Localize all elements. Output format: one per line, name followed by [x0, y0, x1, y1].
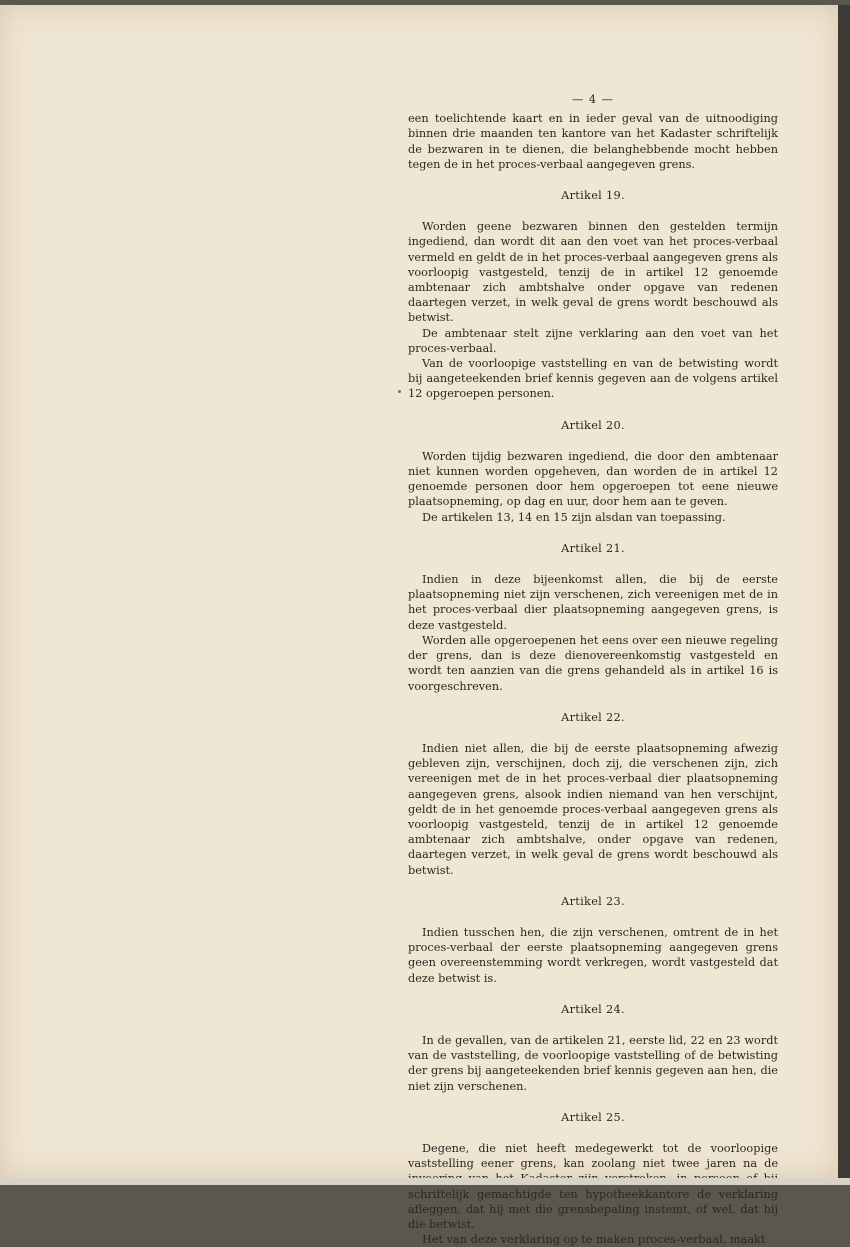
paragraph: In de gevallen, van de artikelen 21, eerste lid, 22 en 23 wordt van de vaststelling, de voorloopige vaststelling of de betwisting der grens bij aangeteekenden brief kennis gegeven aan hen, die niet zijn verschenen. [408, 1033, 778, 1093]
paragraph: Degene, die niet heeft medegewerkt tot de voorloopige vaststelling eener grens, kan zoolang niet twee jaren na de schriftelijk gemachtigde ten hypotheekkantore de verklaring afleggen, dat hij met die grensbepaling instemt, of wel, dat hij die betwist. [408, 1141, 778, 1231]
paragraph: De artikelen 13, 14 en 15 zijn alsdan van toepassing. [422, 510, 726, 524]
paragraph: Worden alle opgeroepenen het eens over een nieuwe regeling der grens, dan is deze dienovereenkomstig vastgesteld en wordt ten aanzien van die grens gehandeld als in artikel 16 is voorgeschreven. [408, 633, 778, 693]
paragraph: Indien niet allen, die bij de eerste plaatsopneming afwezig gebleven zijn, verschijnen, doch zij, die verschenen zijn, zich vereenigen met de in het proces-verbaal dier plaatsopneming aangegeven grens, alsook indien niemand van hen verschijnt, geldt de in het genoemde proces-verbaal aangegeven grens als voorloopig vastgesteld, tenzij de in artikel 12 genoemde ambtenaar zich ambtshalve, onder opgave van redenen, daartegen verzet, in welk geval de grens wordt beschouwd als betwist. [408, 741, 778, 877]
article-heading: Artikel 21. [561, 541, 625, 555]
scan-edge-right [838, 5, 850, 1185]
article-heading: Artikel 19. [561, 189, 625, 203]
scan-edge-bottom [0, 1178, 850, 1185]
paragraph: Het van deze verklaring op te maken proces-verbaal, maakt [422, 1233, 766, 1247]
paragraph: Van de voorloopige vaststelling en van de betwisting wordt bij aangeteekenden brief kennis gegeven aan de volgens artikel 12 opgeroepen personen. [408, 357, 778, 401]
document-text [408, 92, 778, 1247]
paragraph: Worden tijdig bezwaren ingediend, die door den ambtenaar niet kunnen worden opgeheven, dan worden de in artikel 12 genoemde personen door hem opgeroepen tot eene nieuwe plaatsopneming, op dag en uur, door hem aan te geven. [408, 449, 778, 509]
document-page [0, 5, 838, 1247]
paragraph: een toelichtende kaart en in ieder geval van de uitnoodiging binnen drie maanden ten kantore van het Kadaster schriftelijk de bezwaren in te dienen, die belanghebbende mocht hebben tegen de in het proces-verbaal aangegeven grens. [408, 112, 778, 171]
paragraph: De ambtenaar stelt zijne verklaring aan den voet van het proces-verbaal. [408, 326, 778, 355]
page-number: — 4 — [572, 93, 614, 106]
paragraph: Worden geene bezwaren binnen den gestelden termijn ingediend, dan wordt dit aan den voet van het proces-verbaal vermeld en geldt de in het proces-verbaal aangegeven grens als voorloopig vastgesteld, tenzij de in artikel 12 genoemde ambtenaar zich ambtshalve onder opgave van redenen daartegen verzet, in welk geval de grens wordt beschouwd als betwist. [408, 220, 778, 325]
article-heading: Artikel 23. [561, 894, 625, 908]
article-heading: Artikel 22. [561, 710, 625, 724]
ink-dot [398, 390, 401, 393]
paragraph: Indien tusschen hen, die zijn verschenen, omtrent de in het proces-verbaal der eerste plaatsopneming aangegeven grens geen overeenstemming wordt verkregen, wordt vastgesteld dat deze betwist is. [408, 925, 778, 985]
article-heading: Artikel 20. [561, 418, 625, 432]
article-heading: Artikel 24. [561, 1002, 625, 1016]
article-heading: Artikel 25. [561, 1110, 625, 1124]
text-blocks [408, 111, 778, 1247]
paragraph: Indien in deze bijeenkomst allen, die bij de eerste plaatsopneming niet zijn verschenen, zich vereenigen met de in het proces-verbaal dier plaatsopneming aangegeven grens, is deze vastgesteld. [408, 573, 778, 632]
